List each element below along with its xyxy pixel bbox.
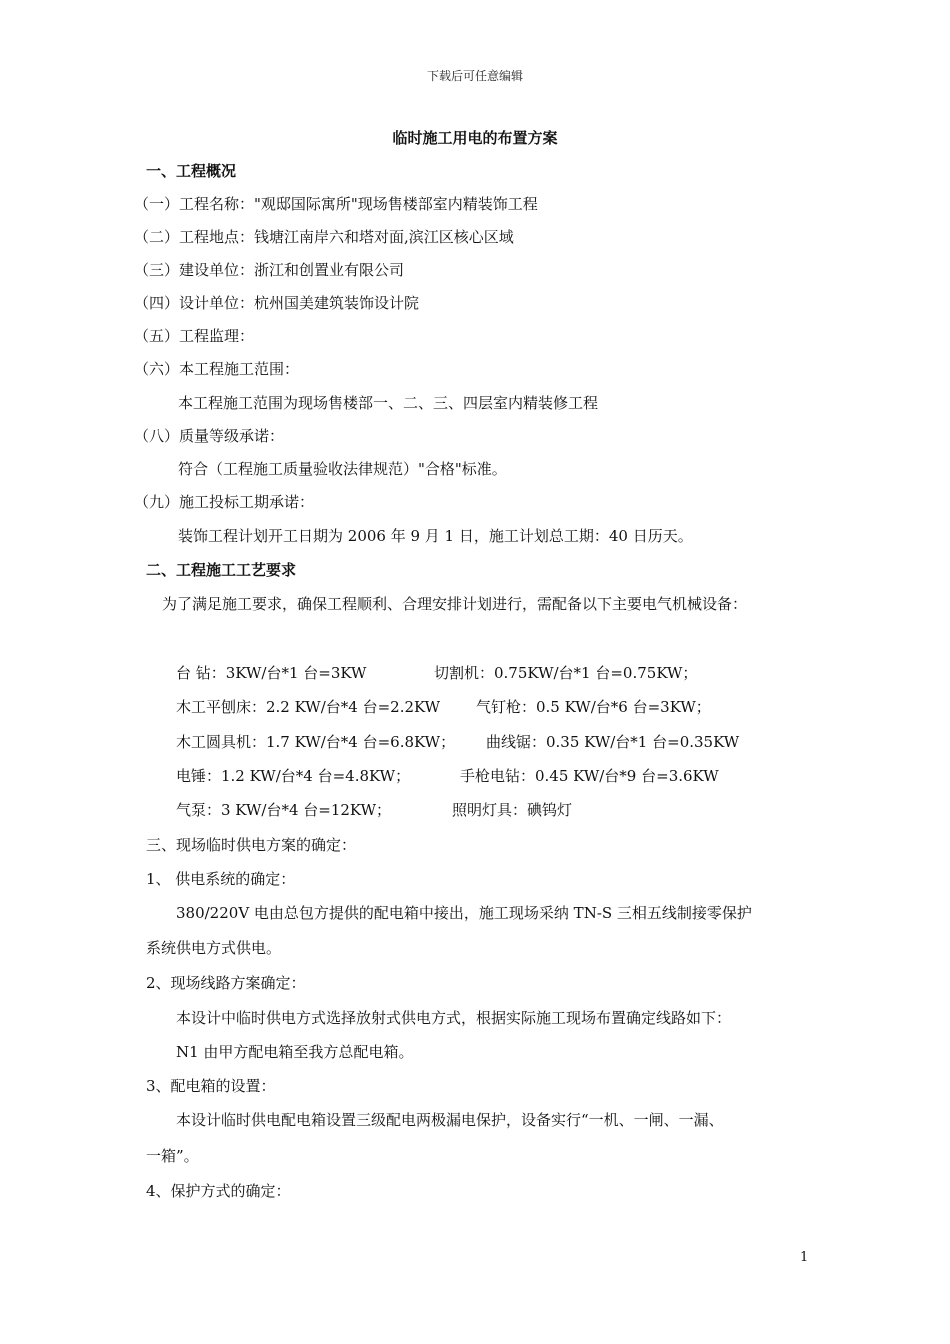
item-quality-heading: （八）质量等级承诺： <box>134 427 285 445</box>
item-scope-heading: （六）本工程施工范围： <box>134 360 300 378</box>
power-system-text-cont: 系统供电方式供电。 <box>146 939 282 957</box>
wiring-text-n1: N1 由甲方配电箱至我方总配电箱。 <box>176 1043 414 1061</box>
section3-heading: 三、现场临时供电方案的确定： <box>146 836 357 854</box>
distribution-box-text-cont: 一箱”。 <box>146 1147 199 1165</box>
equipment-left: 木工平刨床：2.2 KW/台*4 台=2.2KW <box>176 698 441 716</box>
equipment-right: 切割机：0.75KW/台*1 台=0.75KW； <box>434 664 698 682</box>
page-number: 1 <box>800 1250 809 1265</box>
equipment-left: 木工圆具机：1.7 KW/台*4 台=6.8KW； <box>176 733 456 751</box>
header-note: 下载后可任意编辑 <box>426 69 523 83</box>
equipment-left: 台 钻：3KW/台*1 台=3KW <box>176 664 367 682</box>
section2-heading: 二、工程施工工艺要求 <box>146 561 297 579</box>
section1-heading: 一、工程概况 <box>146 162 237 180</box>
item-schedule-text: 装饰工程计划开工日期为 2006 年 9 月 1 日，施工计划总工期：40 日历天。 <box>178 527 693 545</box>
equipment-right: 曲线锯：0.35 KW/台*1 台=0.35KW <box>486 733 740 751</box>
item-quality-text: 符合（工程施工质量验收法律规范）"合格"标准。 <box>178 460 507 478</box>
equipment-left: 气泵：3 KW/台*4 台=12KW； <box>176 801 392 819</box>
item-schedule-heading: （九）施工投标工期承诺： <box>134 493 315 511</box>
subsection-power-system: 1、 供电系统的确定： <box>146 870 296 888</box>
wiring-text: 本设计中临时供电方式选择放射式供电方式，根据实际施工现场布置确定线路如下： <box>176 1009 732 1027</box>
equipment-right: 照明灯具：碘钨灯 <box>452 801 573 819</box>
subsection-distribution-box: 3、配电箱的设置： <box>146 1077 276 1095</box>
page-title: 临时施工用电的布置方案 <box>392 129 558 147</box>
equipment-right: 气钉枪：0.5 KW/台*6 台=3KW； <box>476 698 711 716</box>
item-supervisor: （五）工程监理： <box>134 327 255 345</box>
item-project-location: （二）工程地点：钱塘江南岸六和塔对面,滨江区核心区域 <box>134 228 514 246</box>
subsection-protection: 4、保护方式的确定： <box>146 1182 291 1200</box>
item-developer: （三）建设单位：浙江和创置业有限公司 <box>134 261 405 279</box>
item-designer: （四）设计单位：杭州国美建筑装饰设计院 <box>134 294 420 312</box>
equipment-right: 手枪电钻：0.45 KW/台*9 台=3.6KW <box>460 767 719 785</box>
power-system-text: 380/220V 电由总包方提供的配电箱中接出，施工现场采纳 TN-S 三相五线制接零保护 <box>176 904 752 922</box>
item-scope-text: 本工程施工范围为现场售楼部一、二、三、四层室内精装修工程 <box>178 394 599 412</box>
section2-intro: 为了满足施工要求，确保工程顺利、合理安排计划进行，需配备以下主要电气机械设备： <box>162 595 748 613</box>
item-project-name: （一）工程名称："观邸国际寓所"现场售楼部室内精装饰工程 <box>134 195 538 213</box>
subsection-wiring: 2、现场线路方案确定： <box>146 974 306 992</box>
distribution-box-text: 本设计临时供电配电箱设置三级配电两极漏电保护，设备实行“一机、一闸、一漏、 <box>176 1111 724 1129</box>
equipment-left: 电锤：1.2 KW/台*4 台=4.8KW； <box>176 767 411 785</box>
